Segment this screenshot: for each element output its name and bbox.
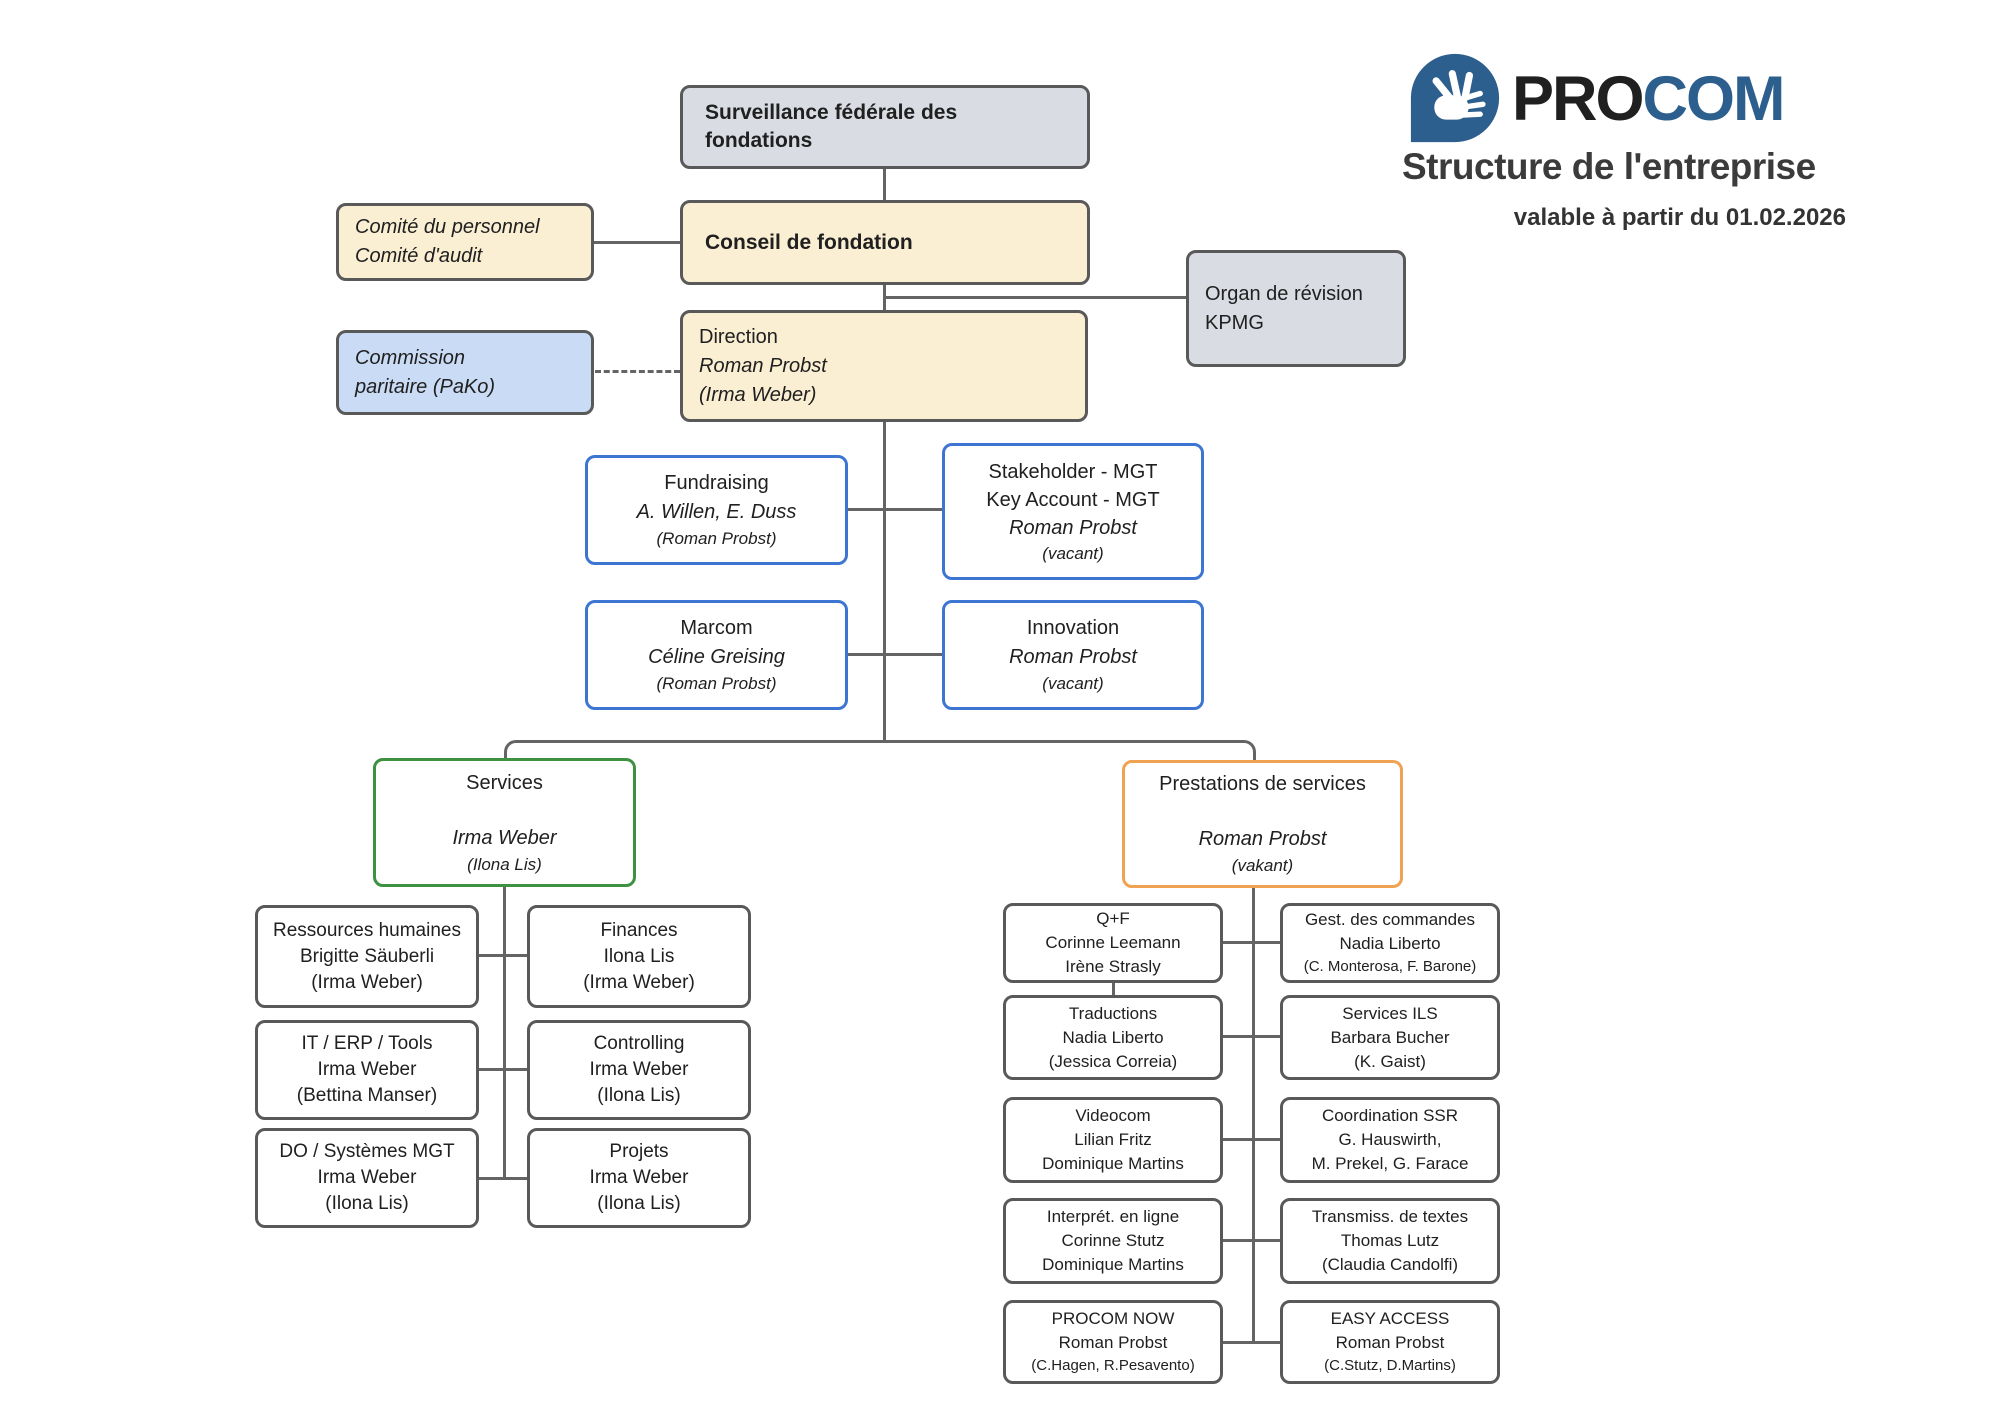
- text-line: Roman Probst: [699, 354, 827, 377]
- connector-comite-conseil: [594, 241, 680, 244]
- spacer: [376, 798, 633, 824]
- text-line: Key Account - MGT: [986, 488, 1160, 511]
- text-line: Interprét. en ligne: [1046, 1207, 1180, 1226]
- text-line: (Claudia Candolfi): [1321, 1255, 1459, 1274]
- connector-row-now-easy: [1223, 1341, 1280, 1344]
- connector-qf-traductions: [1112, 983, 1115, 995]
- connector-row-dosys-projets: [479, 1177, 527, 1180]
- text-line: IT / ERP / Tools: [301, 1033, 433, 1054]
- text-line: Comité du personnel: [355, 216, 540, 238]
- text-line: Nadia Liberto: [1062, 1027, 1164, 1047]
- text-line: Marcom: [680, 617, 753, 639]
- connector-marcom-innovation: [848, 653, 942, 656]
- text-line: A. Willen, E. Duss: [636, 501, 797, 523]
- text-line: Q+F: [1096, 909, 1130, 928]
- connector-fundraising-stakeholder: [848, 508, 942, 511]
- connector-row-videocom-ssr: [1223, 1138, 1280, 1141]
- node-commission-paritaire: [336, 330, 594, 415]
- text-line: Services ILS: [1342, 1003, 1438, 1023]
- node-procom-now: [1003, 1300, 1223, 1384]
- text-line: paritaire (PaKo): [355, 375, 496, 398]
- text-line: Gest. des commandes: [1304, 910, 1476, 929]
- text-line: (C.Stutz, D.Martins): [1324, 1357, 1456, 1374]
- connector-split-services-prestations: [504, 740, 1256, 760]
- text-line: Roman Probst: [1335, 1333, 1445, 1352]
- validity-note: valable à partir du 01.02.2026: [1513, 204, 1846, 231]
- connector-services-trunk: [503, 887, 506, 1180]
- text-line: G. Hauswirth,: [1338, 1130, 1442, 1149]
- text-line: Nadia Liberto: [1339, 934, 1441, 953]
- node-coordination-ssr: [1280, 1097, 1500, 1183]
- text-line: EASY ACCESS: [1330, 1309, 1450, 1328]
- text-line: (Ilona Lis): [597, 1193, 681, 1214]
- text-line: (Ilona Lis): [467, 854, 542, 874]
- text-line: (Irma Weber): [311, 971, 423, 993]
- text-line: Fundraising: [664, 472, 769, 494]
- connector-direction-trunk: [883, 422, 886, 743]
- spacer: [1125, 799, 1400, 825]
- text-line: Lilian Fritz: [1074, 1130, 1152, 1149]
- node-controlling: [527, 1020, 751, 1120]
- connector-conseil-organ: [883, 296, 1186, 299]
- text-line: Stakeholder - MGT: [988, 460, 1158, 483]
- text-line: (vacant): [1042, 674, 1104, 693]
- text-line: (Roman Probst): [656, 674, 777, 693]
- node-surveillance-federale: [680, 85, 1090, 169]
- node-marcom: [585, 600, 848, 710]
- node-ressources-humaines: [255, 905, 479, 1008]
- node-comite-personnel-audit: [336, 203, 594, 281]
- text-line: Videocom: [1075, 1106, 1151, 1125]
- text-line: Roman Probst: [1009, 516, 1137, 539]
- text-line: Dominique Martins: [1042, 1154, 1184, 1173]
- text-line: Projets: [609, 1141, 669, 1162]
- text-line: Coordination SSR: [1321, 1106, 1459, 1125]
- node-conseil-de-fondation: [680, 200, 1090, 285]
- text-line: Surveillance fédérale des: [705, 101, 958, 124]
- node-traductions: [1003, 995, 1223, 1080]
- text-line: Irma Weber: [317, 1167, 417, 1188]
- connector-row-interpret-transmiss: [1223, 1239, 1280, 1242]
- text-line: (Ilona Lis): [597, 1085, 681, 1106]
- text-line: PROCOM NOW: [1051, 1309, 1175, 1328]
- text-line: Dominique Martins: [1042, 1255, 1184, 1274]
- text-line: Traductions: [1068, 1003, 1158, 1023]
- text-line: (C.Hagen, R.Pesavento): [1031, 1357, 1195, 1374]
- text-line: Corinne Leemann: [1045, 933, 1181, 952]
- text-line: Ressources humaines: [273, 919, 461, 941]
- text-line: (Bettina Manser): [296, 1085, 438, 1106]
- text-line: Irma Weber: [589, 1167, 689, 1188]
- connector-prestations-trunk: [1252, 888, 1255, 1344]
- connector-commission-direction-dashed: [595, 370, 680, 373]
- text-line: Thomas Lutz: [1340, 1231, 1440, 1250]
- text-line: Commission: [355, 346, 466, 369]
- page-title: Structure de l'entreprise: [1402, 146, 1816, 187]
- text-line: (vakant): [1231, 856, 1294, 875]
- brand-pro: PRO: [1512, 64, 1643, 134]
- node-innovation: [942, 600, 1204, 710]
- text-line: Prestations de services: [1159, 773, 1366, 795]
- node-organ-de-revision: [1186, 250, 1406, 367]
- text-line: Innovation: [1026, 617, 1120, 639]
- text-line: (Roman Probst): [656, 529, 777, 548]
- text-line: DO / Systèmes MGT: [279, 1141, 455, 1162]
- brand-wordmark: [1512, 66, 1784, 132]
- text-line: Irma Weber: [317, 1059, 417, 1080]
- text-line: Roman Probst: [1009, 646, 1137, 668]
- node-qf: [1003, 903, 1223, 983]
- node-prestations-de-services: [1122, 760, 1403, 888]
- text-line: Corinne Stutz: [1061, 1231, 1165, 1250]
- text-line: Transmiss. de textes: [1311, 1207, 1469, 1226]
- text-line: fondations: [705, 129, 813, 152]
- connector-row-traductions-ils: [1223, 1035, 1280, 1038]
- text-line: Ilona Lis: [603, 945, 675, 967]
- text-line: (Ilona Lis): [325, 1193, 409, 1214]
- text-line: Direction: [699, 325, 778, 348]
- node-services: [373, 758, 636, 887]
- connector-row-qf-commandes: [1223, 941, 1280, 944]
- text-line: Roman Probst: [1058, 1333, 1168, 1352]
- text-line: Céline Greising: [648, 646, 785, 668]
- text-line: Finances: [600, 919, 678, 941]
- node-it-erp-tools: [255, 1020, 479, 1120]
- procom-logo: [1410, 53, 1500, 143]
- text-line: Conseil de fondation: [705, 230, 913, 254]
- node-easy-access: [1280, 1300, 1500, 1384]
- node-services-ils: [1280, 995, 1500, 1080]
- text-line: Brigitte Säuberli: [299, 945, 435, 967]
- text-line: Comité d'audit: [355, 245, 483, 267]
- text-line: Organ de révision: [1205, 282, 1363, 305]
- text-line: Services: [466, 771, 543, 794]
- text-line: KPMG: [1205, 311, 1264, 334]
- node-finances: [527, 905, 751, 1008]
- text-line: (Irma Weber): [699, 383, 817, 406]
- sign-language-hands-icon: [1410, 53, 1500, 143]
- text-line: (Jessica Correia): [1048, 1051, 1178, 1071]
- text-line: (vacant): [1042, 543, 1104, 563]
- connector-surveillance-conseil: [883, 168, 886, 200]
- node-interpretation-en-ligne: [1003, 1198, 1223, 1284]
- text-line: M. Prekel, G. Farace: [1311, 1154, 1469, 1173]
- text-line: Roman Probst: [1198, 828, 1327, 850]
- text-line: Irène Strasly: [1065, 957, 1161, 976]
- text-line: Barbara Bucher: [1330, 1027, 1450, 1047]
- node-transmission-de-textes: [1280, 1198, 1500, 1284]
- node-fundraising: [585, 455, 848, 565]
- text-line: (C. Monterosa, F. Barone): [1303, 958, 1477, 975]
- node-stakeholder-key-account-mgt: [942, 443, 1204, 580]
- node-direction: [680, 310, 1088, 422]
- node-do-systemes-mgt: [255, 1128, 479, 1228]
- text-line: Irma Weber: [452, 826, 557, 849]
- text-line: (Irma Weber): [583, 971, 695, 993]
- brand-com: COM: [1642, 64, 1784, 134]
- node-gestion-des-commandes: [1280, 903, 1500, 983]
- text-line: (K. Gaist): [1354, 1051, 1426, 1071]
- connector-row-it-controlling: [479, 1068, 527, 1071]
- text-line: Controlling: [593, 1033, 685, 1054]
- node-projets: [527, 1128, 751, 1228]
- text-line: Irma Weber: [589, 1059, 689, 1080]
- node-videocom: [1003, 1097, 1223, 1183]
- connector-row-rh-finances: [479, 954, 527, 957]
